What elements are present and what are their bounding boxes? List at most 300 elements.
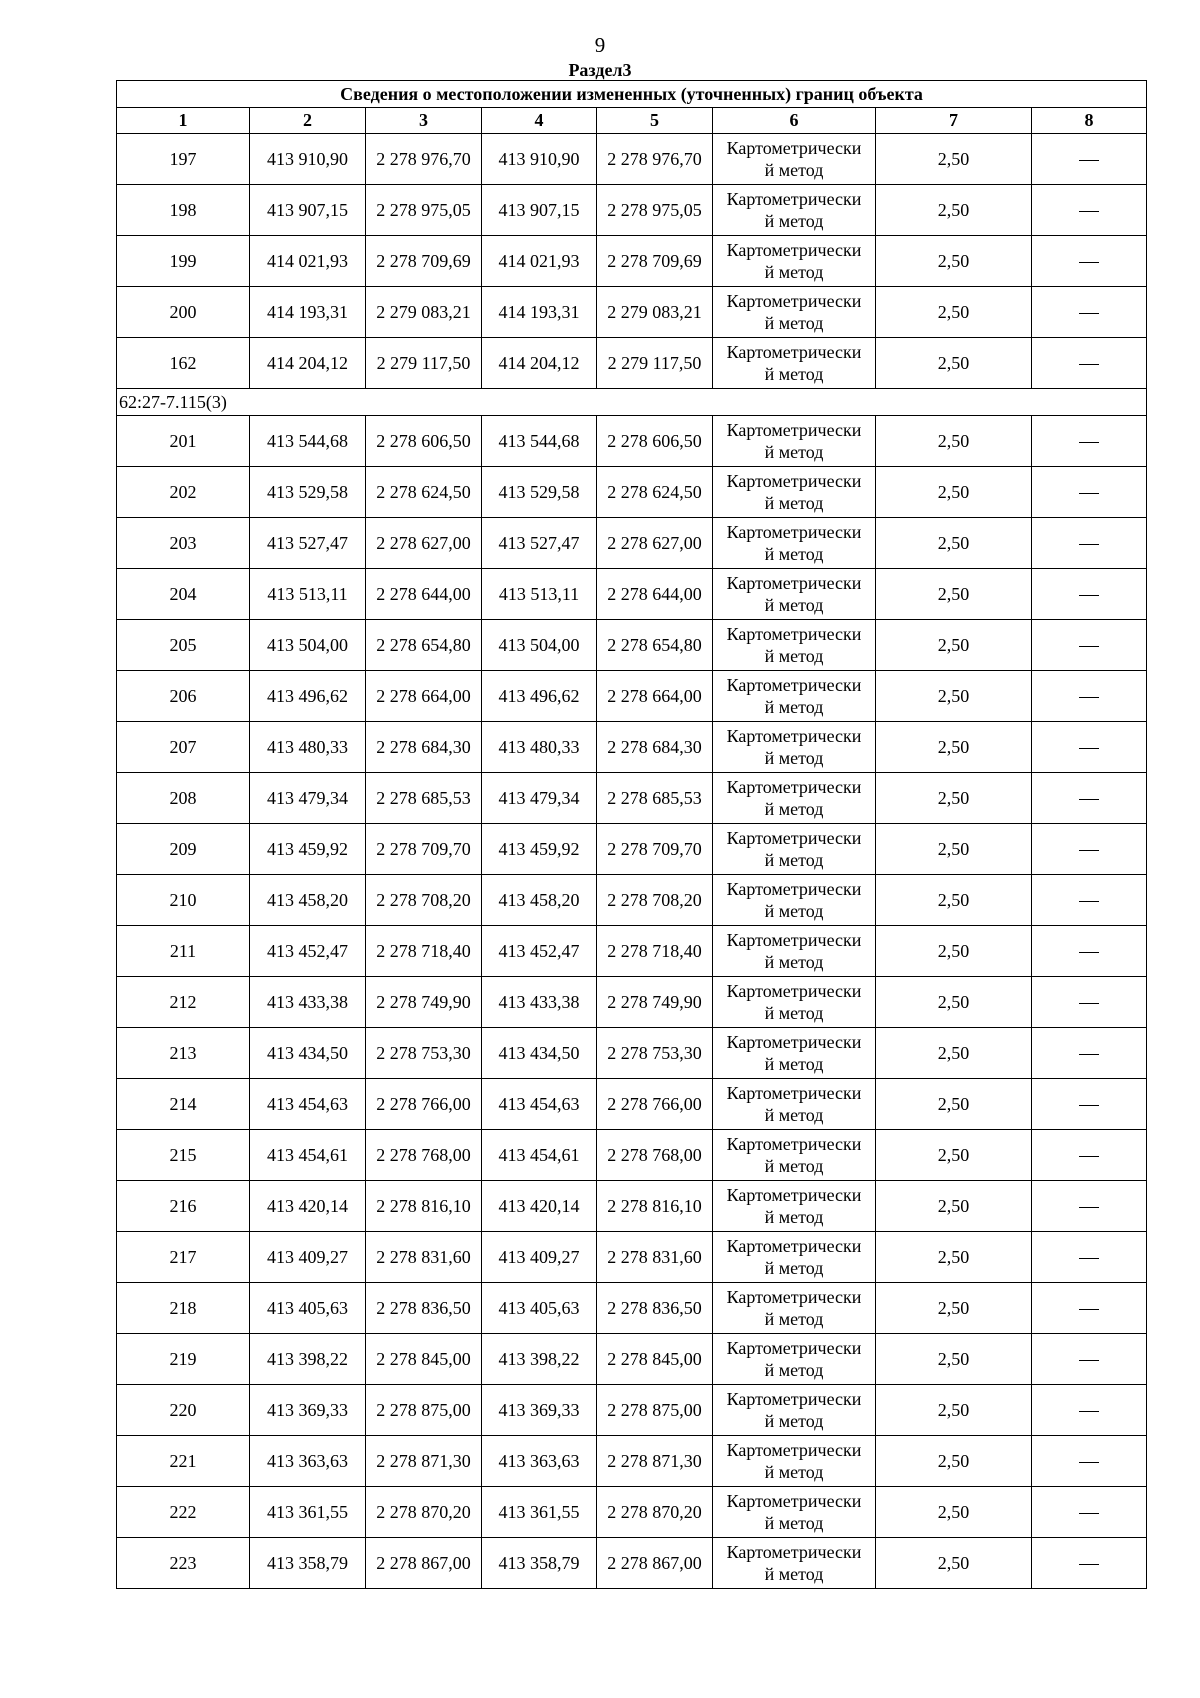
- dash-mark: [1079, 313, 1099, 314]
- x-new-cell: 413 527,47: [250, 518, 366, 569]
- point-number: 220: [117, 1385, 250, 1436]
- point-number: 211: [117, 926, 250, 977]
- method-line-2: й метод: [764, 313, 824, 333]
- x-old-cell: 413 434,50: [482, 1028, 597, 1079]
- y-new-cell: 2 278 709,70: [366, 824, 482, 875]
- table-row: [117, 518, 1147, 569]
- method-cell: [713, 620, 876, 671]
- method-cell: [713, 773, 876, 824]
- method-cell: [713, 722, 876, 773]
- x-old-cell: 413 420,14: [482, 1181, 597, 1232]
- precision-cell: 2,50: [876, 569, 1032, 620]
- y-old-cell: 2 278 831,60: [597, 1232, 713, 1283]
- dash-mark: [1079, 952, 1099, 953]
- y-old-cell: 2 278 766,00: [597, 1079, 713, 1130]
- x-new-cell: 413 910,90: [250, 134, 366, 185]
- y-old-cell: 2 278 624,50: [597, 467, 713, 518]
- column-number: 7: [876, 108, 1032, 134]
- y-old-cell: 2 278 749,90: [597, 977, 713, 1028]
- method-cell: [713, 1232, 876, 1283]
- table-row: [117, 926, 1147, 977]
- table-row: [117, 875, 1147, 926]
- method-line-1: Картометрически: [726, 930, 862, 950]
- method-line-2: й метод: [764, 799, 824, 819]
- method-line-1: Картометрически: [726, 1491, 862, 1511]
- method-line-1: Картометрически: [726, 624, 862, 644]
- column-number: 1: [117, 108, 250, 134]
- x-new-cell: 414 204,12: [250, 338, 366, 389]
- x-old-cell: 413 369,33: [482, 1385, 597, 1436]
- table-row: [117, 338, 1147, 389]
- point-number: 197: [117, 134, 250, 185]
- dash-mark: [1079, 799, 1099, 800]
- table-row: [117, 236, 1147, 287]
- method-line-2: й метод: [764, 595, 824, 615]
- point-number: 205: [117, 620, 250, 671]
- empty-dash-cell: [1032, 467, 1147, 518]
- point-number: 213: [117, 1028, 250, 1079]
- dash-mark: [1079, 1003, 1099, 1004]
- point-number: 218: [117, 1283, 250, 1334]
- method-line-2: й метод: [764, 748, 824, 768]
- y-old-cell: 2 278 709,69: [597, 236, 713, 287]
- method-line-1: Картометрически: [726, 573, 862, 593]
- y-old-cell: 2 278 606,50: [597, 416, 713, 467]
- y-old-cell: 2 278 654,80: [597, 620, 713, 671]
- x-new-cell: 413 544,68: [250, 416, 366, 467]
- y-new-cell: 2 278 768,00: [366, 1130, 482, 1181]
- method-line-2: й метод: [764, 850, 824, 870]
- empty-dash-cell: [1032, 338, 1147, 389]
- x-old-cell: 413 452,47: [482, 926, 597, 977]
- dash-mark: [1079, 1105, 1099, 1106]
- method-line-2: й метод: [764, 493, 824, 513]
- y-new-cell: 2 278 836,50: [366, 1283, 482, 1334]
- precision-cell: 2,50: [876, 1283, 1032, 1334]
- empty-dash-cell: [1032, 1436, 1147, 1487]
- x-new-cell: 413 454,63: [250, 1079, 366, 1130]
- method-cell: [713, 518, 876, 569]
- y-new-cell: 2 278 684,30: [366, 722, 482, 773]
- x-new-cell: 413 363,63: [250, 1436, 366, 1487]
- point-number: 200: [117, 287, 250, 338]
- x-new-cell: 414 021,93: [250, 236, 366, 287]
- table-row: [117, 416, 1147, 467]
- method-line-1: Картометрически: [726, 1083, 862, 1103]
- point-number: 217: [117, 1232, 250, 1283]
- method-line-2: й метод: [764, 1309, 824, 1329]
- dash-mark: [1079, 1054, 1099, 1055]
- y-new-cell: 2 278 606,50: [366, 416, 482, 467]
- table-caption: Сведения о местоположении измененных (уточненных) границ объекта: [117, 81, 1147, 108]
- table-row: [117, 1436, 1147, 1487]
- x-new-cell: 413 361,55: [250, 1487, 366, 1538]
- empty-dash-cell: [1032, 416, 1147, 467]
- dash-mark: [1079, 262, 1099, 263]
- method-line-2: й метод: [764, 364, 824, 384]
- x-old-cell: 413 454,61: [482, 1130, 597, 1181]
- column-number-row: [117, 108, 1147, 134]
- empty-dash-cell: [1032, 569, 1147, 620]
- y-old-cell: 2 278 875,00: [597, 1385, 713, 1436]
- table-row: [117, 1028, 1147, 1079]
- x-old-cell: 413 361,55: [482, 1487, 597, 1538]
- y-old-cell: 2 278 718,40: [597, 926, 713, 977]
- x-new-cell: 413 420,14: [250, 1181, 366, 1232]
- column-number: 8: [1032, 108, 1147, 134]
- method-cell: [713, 824, 876, 875]
- dash-mark: [1079, 442, 1099, 443]
- x-old-cell: 413 504,00: [482, 620, 597, 671]
- table-row: [117, 722, 1147, 773]
- table-row: [117, 569, 1147, 620]
- x-old-cell: 413 358,79: [482, 1538, 597, 1589]
- precision-cell: 2,50: [876, 1079, 1032, 1130]
- method-line-1: Картометрически: [726, 522, 862, 542]
- method-line-2: й метод: [764, 211, 824, 231]
- empty-dash-cell: [1032, 1538, 1147, 1589]
- method-line-1: Картометрически: [726, 879, 862, 899]
- dash-mark: [1079, 1462, 1099, 1463]
- method-cell: [713, 926, 876, 977]
- method-cell: [713, 1487, 876, 1538]
- table-row: [117, 1181, 1147, 1232]
- y-old-cell: 2 278 627,00: [597, 518, 713, 569]
- precision-cell: 2,50: [876, 671, 1032, 722]
- x-old-cell: 413 479,34: [482, 773, 597, 824]
- x-old-cell: 414 193,31: [482, 287, 597, 338]
- x-new-cell: 413 405,63: [250, 1283, 366, 1334]
- precision-cell: 2,50: [876, 620, 1032, 671]
- precision-cell: 2,50: [876, 1436, 1032, 1487]
- x-old-cell: 413 363,63: [482, 1436, 597, 1487]
- y-old-cell: 2 278 768,00: [597, 1130, 713, 1181]
- y-new-cell: 2 278 875,00: [366, 1385, 482, 1436]
- y-old-cell: 2 278 816,10: [597, 1181, 713, 1232]
- y-new-cell: 2 278 718,40: [366, 926, 482, 977]
- group-label: 62:27-7.115(3): [117, 389, 1147, 416]
- x-new-cell: 413 459,92: [250, 824, 366, 875]
- point-number: 223: [117, 1538, 250, 1589]
- x-old-cell: 413 398,22: [482, 1334, 597, 1385]
- method-line-1: Картометрически: [726, 828, 862, 848]
- precision-cell: 2,50: [876, 1028, 1032, 1079]
- method-cell: [713, 1028, 876, 1079]
- y-new-cell: 2 278 749,90: [366, 977, 482, 1028]
- precision-cell: 2,50: [876, 338, 1032, 389]
- empty-dash-cell: [1032, 671, 1147, 722]
- y-new-cell: 2 278 870,20: [366, 1487, 482, 1538]
- dash-mark: [1079, 364, 1099, 365]
- y-old-cell: 2 278 753,30: [597, 1028, 713, 1079]
- point-number: 212: [117, 977, 250, 1028]
- method-cell: [713, 1181, 876, 1232]
- x-new-cell: 413 907,15: [250, 185, 366, 236]
- method-line-1: Картометрически: [726, 420, 862, 440]
- y-old-cell: 2 278 871,30: [597, 1436, 713, 1487]
- x-new-cell: 414 193,31: [250, 287, 366, 338]
- method-line-2: й метод: [764, 1360, 824, 1380]
- y-new-cell: 2 279 117,50: [366, 338, 482, 389]
- y-new-cell: 2 278 975,05: [366, 185, 482, 236]
- x-old-cell: 413 513,11: [482, 569, 597, 620]
- method-cell: [713, 1283, 876, 1334]
- dash-mark: [1079, 1411, 1099, 1412]
- empty-dash-cell: [1032, 1181, 1147, 1232]
- table-row: [117, 1385, 1147, 1436]
- y-new-cell: 2 278 871,30: [366, 1436, 482, 1487]
- precision-cell: 2,50: [876, 773, 1032, 824]
- y-old-cell: 2 278 709,70: [597, 824, 713, 875]
- table-row: [117, 287, 1147, 338]
- x-old-cell: 414 021,93: [482, 236, 597, 287]
- y-new-cell: 2 278 644,00: [366, 569, 482, 620]
- method-cell: [713, 287, 876, 338]
- point-number: 216: [117, 1181, 250, 1232]
- empty-dash-cell: [1032, 1130, 1147, 1181]
- section-title: Раздел3: [568, 60, 632, 80]
- point-number: 204: [117, 569, 250, 620]
- method-line-1: Картометрически: [726, 1236, 862, 1256]
- x-old-cell: 413 433,38: [482, 977, 597, 1028]
- empty-dash-cell: [1032, 620, 1147, 671]
- method-cell: [713, 977, 876, 1028]
- y-new-cell: 2 278 624,50: [366, 467, 482, 518]
- method-cell: [713, 134, 876, 185]
- y-new-cell: 2 278 976,70: [366, 134, 482, 185]
- table-row: [117, 773, 1147, 824]
- method-line-1: Картометрически: [726, 1440, 862, 1460]
- method-line-1: Картометрически: [726, 189, 862, 209]
- table-row: [117, 671, 1147, 722]
- y-old-cell: 2 278 870,20: [597, 1487, 713, 1538]
- x-new-cell: 413 454,61: [250, 1130, 366, 1181]
- column-number: 3: [366, 108, 482, 134]
- x-old-cell: 413 907,15: [482, 185, 597, 236]
- method-line-2: й метод: [764, 697, 824, 717]
- dash-mark: [1079, 901, 1099, 902]
- method-line-2: й метод: [764, 442, 824, 462]
- method-line-2: й метод: [764, 160, 824, 180]
- x-new-cell: 413 504,00: [250, 620, 366, 671]
- y-old-cell: 2 278 836,50: [597, 1283, 713, 1334]
- y-new-cell: 2 278 845,00: [366, 1334, 482, 1385]
- x-new-cell: 413 398,22: [250, 1334, 366, 1385]
- point-number: 202: [117, 467, 250, 518]
- point-number: 222: [117, 1487, 250, 1538]
- point-number: 214: [117, 1079, 250, 1130]
- point-number: 162: [117, 338, 250, 389]
- method-cell: [713, 236, 876, 287]
- dash-mark: [1079, 697, 1099, 698]
- x-old-cell: 413 527,47: [482, 518, 597, 569]
- dash-mark: [1079, 1513, 1099, 1514]
- dash-mark: [1079, 646, 1099, 647]
- method-line-1: Картометрически: [726, 240, 862, 260]
- empty-dash-cell: [1032, 773, 1147, 824]
- y-new-cell: 2 279 083,21: [366, 287, 482, 338]
- table-row: [117, 134, 1147, 185]
- method-cell: [713, 569, 876, 620]
- point-number: 207: [117, 722, 250, 773]
- point-number: 219: [117, 1334, 250, 1385]
- empty-dash-cell: [1032, 926, 1147, 977]
- y-old-cell: 2 278 684,30: [597, 722, 713, 773]
- method-line-1: Картометрически: [726, 291, 862, 311]
- table-caption-row: [117, 81, 1147, 108]
- x-old-cell: 413 405,63: [482, 1283, 597, 1334]
- precision-cell: 2,50: [876, 1385, 1032, 1436]
- table-row: [117, 1283, 1147, 1334]
- x-new-cell: 413 433,38: [250, 977, 366, 1028]
- method-cell: [713, 1130, 876, 1181]
- x-old-cell: 413 496,62: [482, 671, 597, 722]
- x-old-cell: 413 459,92: [482, 824, 597, 875]
- precision-cell: 2,50: [876, 236, 1032, 287]
- dash-mark: [1079, 493, 1099, 494]
- empty-dash-cell: [1032, 1283, 1147, 1334]
- y-old-cell: 2 278 845,00: [597, 1334, 713, 1385]
- precision-cell: 2,50: [876, 1181, 1032, 1232]
- dash-mark: [1079, 211, 1099, 212]
- dash-mark: [1079, 1309, 1099, 1310]
- page-number: 9: [594, 33, 606, 57]
- method-line-1: Картометрически: [726, 342, 862, 362]
- point-number: 221: [117, 1436, 250, 1487]
- point-number: 206: [117, 671, 250, 722]
- method-cell: [713, 671, 876, 722]
- column-number: 6: [713, 108, 876, 134]
- point-number: 210: [117, 875, 250, 926]
- x-new-cell: 413 369,33: [250, 1385, 366, 1436]
- precision-cell: 2,50: [876, 185, 1032, 236]
- x-old-cell: 413 480,33: [482, 722, 597, 773]
- precision-cell: 2,50: [876, 1130, 1032, 1181]
- y-new-cell: 2 278 708,20: [366, 875, 482, 926]
- method-cell: [713, 467, 876, 518]
- empty-dash-cell: [1032, 134, 1147, 185]
- method-line-1: Картометрически: [726, 1185, 862, 1205]
- method-line-1: Картометрически: [726, 1032, 862, 1052]
- method-line-1: Картометрически: [726, 981, 862, 1001]
- y-new-cell: 2 278 753,30: [366, 1028, 482, 1079]
- method-line-1: Картометрически: [726, 471, 862, 491]
- point-number: 215: [117, 1130, 250, 1181]
- method-line-2: й метод: [764, 1513, 824, 1533]
- empty-dash-cell: [1032, 977, 1147, 1028]
- empty-dash-cell: [1032, 1079, 1147, 1130]
- empty-dash-cell: [1032, 1487, 1147, 1538]
- y-new-cell: 2 278 709,69: [366, 236, 482, 287]
- method-line-2: й метод: [764, 1411, 824, 1431]
- empty-dash-cell: [1032, 875, 1147, 926]
- y-old-cell: 2 278 976,70: [597, 134, 713, 185]
- table-row: [117, 824, 1147, 875]
- x-old-cell: 413 529,58: [482, 467, 597, 518]
- method-line-1: Картометрически: [726, 675, 862, 695]
- empty-dash-cell: [1032, 518, 1147, 569]
- x-old-cell: 413 409,27: [482, 1232, 597, 1283]
- precision-cell: 2,50: [876, 134, 1032, 185]
- x-old-cell: 413 454,63: [482, 1079, 597, 1130]
- x-new-cell: 413 479,34: [250, 773, 366, 824]
- empty-dash-cell: [1032, 1232, 1147, 1283]
- empty-dash-cell: [1032, 1385, 1147, 1436]
- precision-cell: 2,50: [876, 1232, 1032, 1283]
- method-cell: [713, 875, 876, 926]
- y-new-cell: 2 278 816,10: [366, 1181, 482, 1232]
- precision-cell: 2,50: [876, 824, 1032, 875]
- y-old-cell: 2 278 867,00: [597, 1538, 713, 1589]
- y-old-cell: 2 278 685,53: [597, 773, 713, 824]
- empty-dash-cell: [1032, 185, 1147, 236]
- table-row: [117, 620, 1147, 671]
- x-old-cell: 413 910,90: [482, 134, 597, 185]
- method-line-1: Картометрически: [726, 1287, 862, 1307]
- y-new-cell: 2 278 831,60: [366, 1232, 482, 1283]
- empty-dash-cell: [1032, 1028, 1147, 1079]
- point-number: 198: [117, 185, 250, 236]
- method-cell: [713, 416, 876, 467]
- y-old-cell: 2 278 708,20: [597, 875, 713, 926]
- y-new-cell: 2 278 867,00: [366, 1538, 482, 1589]
- table-row: [117, 1487, 1147, 1538]
- y-new-cell: 2 278 664,00: [366, 671, 482, 722]
- x-new-cell: 413 513,11: [250, 569, 366, 620]
- precision-cell: 2,50: [876, 926, 1032, 977]
- method-line-2: й метод: [764, 1462, 824, 1482]
- method-line-2: й метод: [764, 1564, 824, 1584]
- column-number: 5: [597, 108, 713, 134]
- y-old-cell: 2 279 083,21: [597, 287, 713, 338]
- y-new-cell: 2 278 654,80: [366, 620, 482, 671]
- column-number: 2: [250, 108, 366, 134]
- dash-mark: [1079, 1258, 1099, 1259]
- x-new-cell: 413 480,33: [250, 722, 366, 773]
- method-line-2: й метод: [764, 1105, 824, 1125]
- method-cell: [713, 1436, 876, 1487]
- precision-cell: 2,50: [876, 977, 1032, 1028]
- y-new-cell: 2 278 685,53: [366, 773, 482, 824]
- method-cell: [713, 1385, 876, 1436]
- x-new-cell: 413 458,20: [250, 875, 366, 926]
- method-line-2: й метод: [764, 646, 824, 666]
- method-line-2: й метод: [764, 544, 824, 564]
- x-new-cell: 413 529,58: [250, 467, 366, 518]
- dash-mark: [1079, 1564, 1099, 1565]
- method-line-1: Картометрически: [726, 138, 862, 158]
- dash-mark: [1079, 1360, 1099, 1361]
- boundary-table: [116, 80, 1147, 1589]
- method-cell: [713, 1079, 876, 1130]
- method-line-2: й метод: [764, 1003, 824, 1023]
- method-line-2: й метод: [764, 262, 824, 282]
- point-number: 203: [117, 518, 250, 569]
- precision-cell: 2,50: [876, 467, 1032, 518]
- x-old-cell: 413 544,68: [482, 416, 597, 467]
- precision-cell: 2,50: [876, 287, 1032, 338]
- method-line-1: Картометрически: [726, 777, 862, 797]
- y-old-cell: 2 278 975,05: [597, 185, 713, 236]
- precision-cell: 2,50: [876, 1538, 1032, 1589]
- table-row: [117, 185, 1147, 236]
- method-cell: [713, 1334, 876, 1385]
- dash-mark: [1079, 1156, 1099, 1157]
- precision-cell: 2,50: [876, 1334, 1032, 1385]
- x-old-cell: 414 204,12: [482, 338, 597, 389]
- point-number: 209: [117, 824, 250, 875]
- y-old-cell: 2 279 117,50: [597, 338, 713, 389]
